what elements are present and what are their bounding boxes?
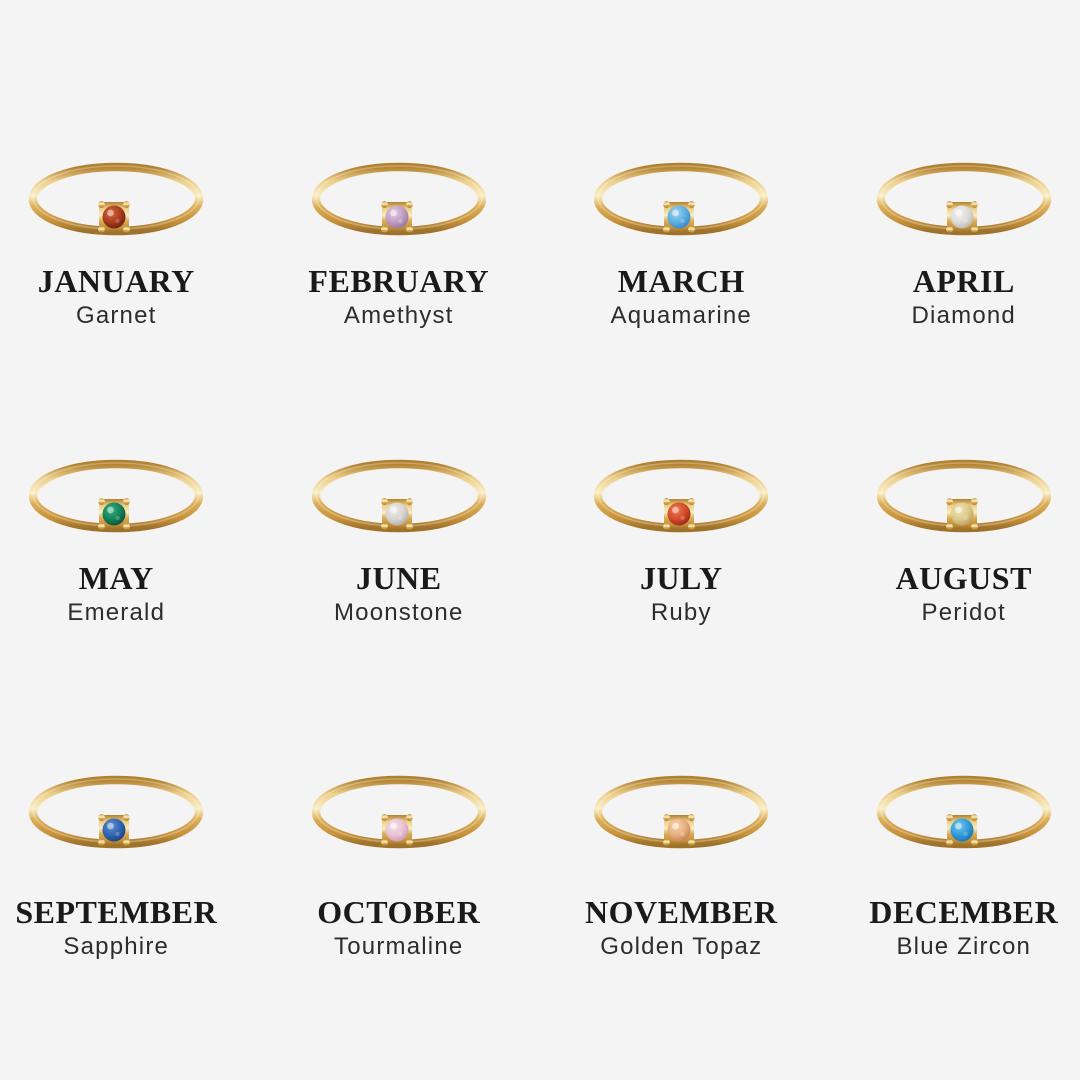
gold-ring-icon bbox=[586, 774, 776, 858]
stone-name-label: Tourmaline bbox=[334, 933, 464, 960]
gemstone-sparkle bbox=[955, 210, 962, 217]
gemstone-sparkle bbox=[398, 832, 402, 836]
gold-ring-icon bbox=[586, 458, 776, 542]
gemstone-sparkle bbox=[672, 823, 679, 830]
prong bbox=[971, 498, 978, 505]
gemstone-sparkle bbox=[955, 823, 962, 830]
prong bbox=[663, 523, 670, 530]
prong bbox=[381, 498, 388, 505]
prong bbox=[406, 839, 413, 846]
gold-ring-icon bbox=[304, 774, 494, 858]
prong bbox=[406, 226, 413, 233]
prong bbox=[946, 201, 953, 208]
prong bbox=[123, 814, 130, 821]
gemstone-sparkle bbox=[681, 219, 685, 223]
prong bbox=[98, 498, 105, 505]
stone-name-label: Emerald bbox=[67, 599, 166, 626]
prong bbox=[971, 814, 978, 821]
birthstone-item bbox=[540, 161, 823, 328]
gemstone-icon bbox=[950, 206, 973, 229]
prong bbox=[123, 523, 130, 530]
birthstone-item bbox=[258, 774, 541, 959]
gemstone-sparkle bbox=[116, 219, 120, 223]
prong bbox=[688, 226, 695, 233]
birthstone-item bbox=[823, 774, 1080, 959]
prong bbox=[123, 839, 130, 846]
prong bbox=[98, 201, 105, 208]
prong bbox=[381, 201, 388, 208]
gemstone-icon bbox=[103, 819, 126, 842]
prong bbox=[971, 523, 978, 530]
prong bbox=[971, 201, 978, 208]
prong bbox=[98, 523, 105, 530]
birthstone-row-2 bbox=[0, 458, 1080, 625]
gold-ring-icon bbox=[21, 161, 211, 245]
prong bbox=[123, 201, 130, 208]
gemstone-sparkle bbox=[955, 507, 962, 514]
gemstone-icon bbox=[668, 819, 691, 842]
gemstone-sparkle bbox=[398, 516, 402, 520]
gold-ring-icon bbox=[869, 458, 1059, 542]
stone-name-label: Golden Topaz bbox=[600, 933, 763, 960]
gemstone-sparkle bbox=[672, 507, 679, 514]
stone-name-label: Aquamarine bbox=[610, 302, 752, 329]
gemstone-sparkle bbox=[398, 219, 402, 223]
birthstone-item bbox=[258, 458, 541, 625]
gemstone-sparkle bbox=[681, 516, 685, 520]
gemstone-sparkle bbox=[107, 823, 114, 830]
prong bbox=[381, 523, 388, 530]
birthstone-item bbox=[0, 161, 258, 328]
gemstone-icon bbox=[103, 503, 126, 526]
prong bbox=[98, 839, 105, 846]
month-label: DECEMBER bbox=[869, 894, 1059, 930]
birthstone-item bbox=[258, 161, 541, 328]
prong bbox=[688, 498, 695, 505]
gemstone-sparkle bbox=[963, 832, 967, 836]
prong bbox=[381, 226, 388, 233]
gemstone-sparkle bbox=[390, 823, 397, 830]
gold-ring-icon bbox=[869, 774, 1059, 858]
gold-ring-icon bbox=[304, 161, 494, 245]
gemstone-sparkle bbox=[672, 210, 679, 217]
prong bbox=[663, 226, 670, 233]
prong bbox=[406, 814, 413, 821]
prong bbox=[406, 498, 413, 505]
gemstone-icon bbox=[385, 503, 408, 526]
month-label: APRIL bbox=[912, 263, 1015, 299]
gemstone-icon bbox=[385, 819, 408, 842]
gold-ring-icon bbox=[21, 458, 211, 542]
birthstone-row-3 bbox=[0, 774, 1080, 959]
prong bbox=[663, 839, 670, 846]
month-label: SEPTEMBER bbox=[15, 894, 218, 930]
month-label: JANUARY bbox=[37, 263, 195, 299]
month-label: JUNE bbox=[355, 560, 442, 596]
prong bbox=[946, 814, 953, 821]
birthstone-item bbox=[823, 458, 1080, 625]
gemstone-sparkle bbox=[390, 210, 397, 217]
month-label: AUGUST bbox=[895, 560, 1032, 596]
gemstone-sparkle bbox=[107, 507, 114, 514]
month-label: MAY bbox=[78, 560, 154, 596]
prong bbox=[406, 523, 413, 530]
gemstone-icon bbox=[668, 206, 691, 229]
month-label: NOVEMBER bbox=[585, 894, 778, 930]
gemstone-sparkle bbox=[681, 832, 685, 836]
gemstone-icon bbox=[668, 503, 691, 526]
birthstone-item bbox=[540, 774, 823, 959]
gemstone-sparkle bbox=[390, 507, 397, 514]
gemstone-icon bbox=[950, 503, 973, 526]
birthstone-item bbox=[0, 774, 258, 959]
stone-name-label: Peridot bbox=[921, 599, 1006, 626]
prong bbox=[663, 498, 670, 505]
month-label: OCTOBER bbox=[317, 894, 481, 930]
birthstone-item bbox=[540, 458, 823, 625]
prong bbox=[688, 201, 695, 208]
gemstone-sparkle bbox=[116, 832, 120, 836]
gemstone-sparkle bbox=[963, 516, 967, 520]
gold-ring-icon bbox=[869, 161, 1059, 245]
stone-name-label: Amethyst bbox=[343, 302, 454, 329]
stone-name-label: Diamond bbox=[911, 302, 1016, 329]
prong bbox=[688, 523, 695, 530]
prong bbox=[688, 814, 695, 821]
birthstone-item bbox=[823, 161, 1080, 328]
prong bbox=[381, 839, 388, 846]
month-label: JULY bbox=[639, 560, 723, 596]
gemstone-icon bbox=[385, 206, 408, 229]
prong bbox=[946, 523, 953, 530]
prong bbox=[946, 498, 953, 505]
prong bbox=[663, 814, 670, 821]
stone-name-label: Garnet bbox=[75, 302, 157, 329]
gemstone-icon bbox=[950, 819, 973, 842]
gemstone-sparkle bbox=[963, 219, 967, 223]
gold-ring-icon bbox=[304, 458, 494, 542]
prong bbox=[946, 226, 953, 233]
stone-name-label: Blue Zircon bbox=[896, 933, 1032, 960]
prong bbox=[98, 814, 105, 821]
prong bbox=[123, 498, 130, 505]
prong bbox=[381, 814, 388, 821]
stone-name-label: Ruby bbox=[650, 599, 712, 626]
prong bbox=[946, 839, 953, 846]
stone-name-label: Moonstone bbox=[333, 599, 464, 626]
prong bbox=[971, 839, 978, 846]
prong bbox=[98, 226, 105, 233]
month-label: FEBRUARY bbox=[308, 263, 490, 299]
gold-ring-icon bbox=[586, 161, 776, 245]
prong bbox=[971, 226, 978, 233]
stone-name-label: Sapphire bbox=[63, 933, 170, 960]
month-label: MARCH bbox=[617, 263, 745, 299]
prong bbox=[663, 201, 670, 208]
gold-ring-icon bbox=[21, 774, 211, 858]
birthstone-item bbox=[0, 458, 258, 625]
gemstone-sparkle bbox=[107, 210, 114, 217]
gemstone-icon bbox=[103, 206, 126, 229]
gemstone-sparkle bbox=[116, 516, 120, 520]
birthstone-row-1 bbox=[0, 161, 1080, 328]
prong bbox=[406, 201, 413, 208]
prong bbox=[123, 226, 130, 233]
prong bbox=[688, 839, 695, 846]
